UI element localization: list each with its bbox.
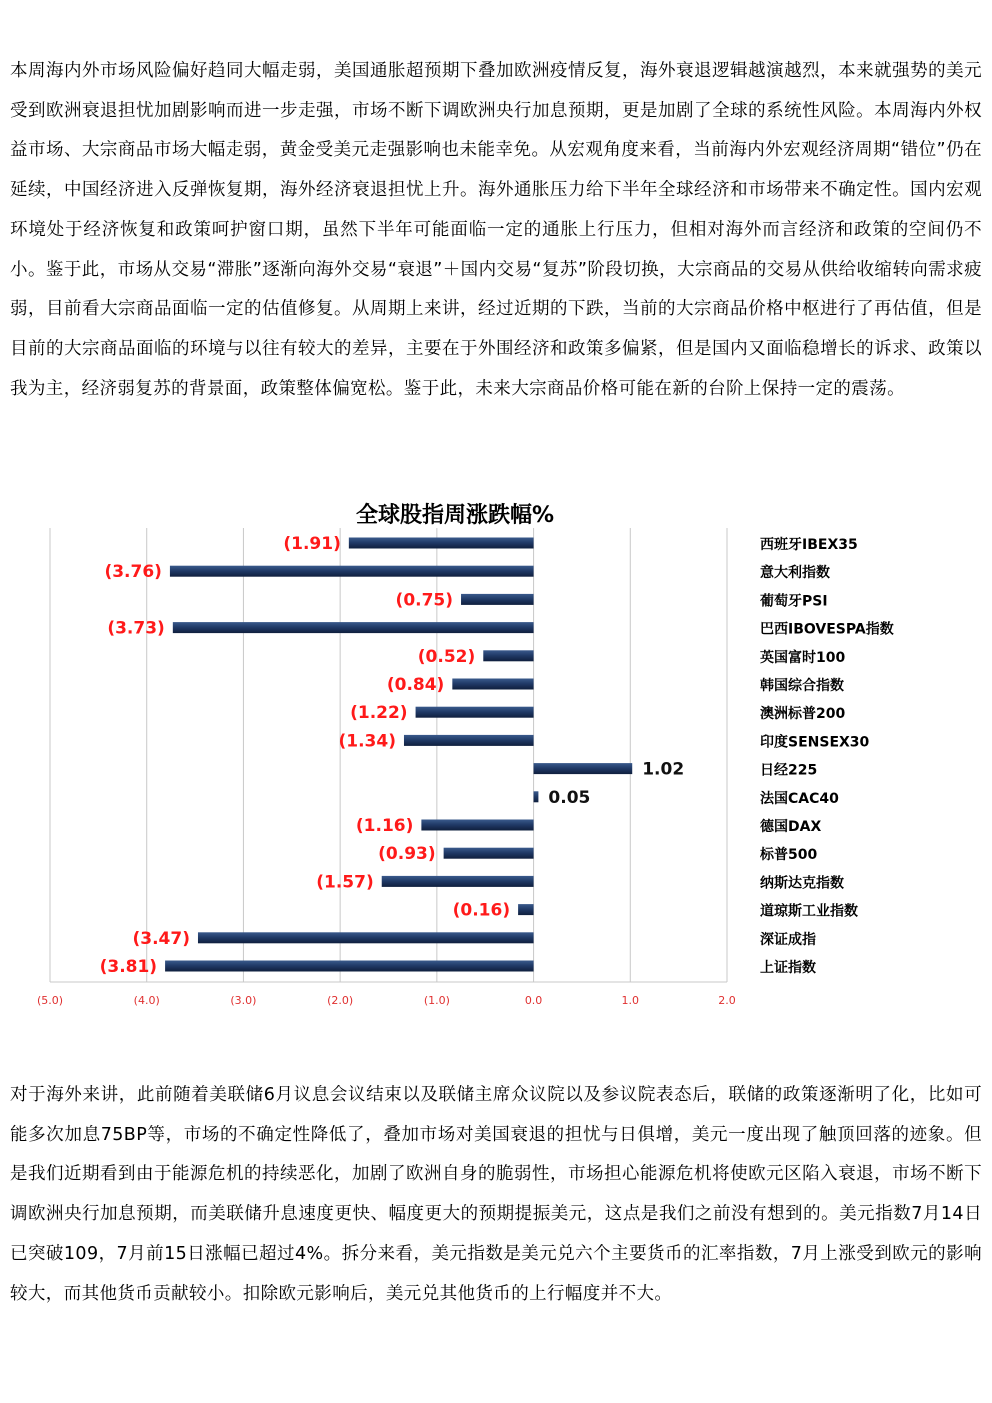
- data-label: (1.22): [350, 703, 408, 724]
- category-label: 德国DAX: [760, 819, 822, 835]
- category-label: 意大利指数: [760, 565, 830, 582]
- x-tick-label: 0.0: [524, 994, 543, 1007]
- chart-title: 全球股指周涨跌幅%: [355, 503, 555, 528]
- bar: [534, 791, 539, 802]
- category-label: 日经225: [760, 762, 818, 779]
- bar: [452, 679, 533, 690]
- category-label: 韩国综合指数: [760, 678, 844, 694]
- bar: [349, 538, 534, 549]
- data-label: (1.16): [355, 816, 414, 836]
- chart-data-labels: [100, 534, 685, 977]
- x-tick-label: 1.0: [621, 994, 640, 1007]
- paragraph-2: 对于海外来讲，此前随着美联储6月议息会议结束以及联储主席众议院以及参议院表态后，联储的政策逐渐明了化，比如可能多次加息75BP等，市场的不确定性降低了，叠加市场对美国衰退的担忧与日俱增，美元一度出现了触顶回落的迹象。但是我们近期看到由于能源危机的持续恶化，加剧了欧洲自身的脆弱性，市场担心能源危机将使欧元区陷入衰退，市场不断下调欧洲央行加息预期，而美联储升息速度更快、幅度更大的预期提振美元，这点是我们之前没有想到的。美元指数7月14日已突破109，7月前15日涨幅已超过4%。拆分来看，美元指数是美元兑六个主要货币的汇率指数，7月上涨受到欧元的影响较大，而其他货币贡献较小。扣除欧元影响后，美元兑其他货币的上行幅度并不大。: [10, 1085, 982, 1304]
- category-label: 印度SENSEX30: [760, 734, 870, 751]
- category-label: 道琼斯工业指数: [760, 903, 858, 920]
- x-tick-label: 2.0: [718, 994, 736, 1007]
- category-label: 澳洲标普200: [760, 706, 846, 723]
- chart-x-ticks: [37, 994, 736, 1007]
- category-label: 标普500: [760, 847, 818, 864]
- bar: [461, 594, 534, 605]
- bar: [534, 763, 633, 774]
- data-label: (0.75): [395, 590, 454, 611]
- x-tick-label: (1.0): [423, 994, 450, 1007]
- data-label: (1.91): [283, 534, 341, 554]
- data-label: (1.34): [338, 731, 396, 752]
- data-label: (0.16): [452, 900, 511, 921]
- data-label: (0.84): [386, 675, 445, 695]
- data-label: (0.93): [378, 844, 436, 865]
- x-tick-label: (5.0): [36, 994, 64, 1007]
- bar: [444, 848, 534, 859]
- data-label: (3.76): [104, 562, 162, 583]
- bar: [382, 876, 534, 887]
- data-label: 0.05: [548, 787, 591, 808]
- bar: [416, 707, 534, 718]
- x-tick-label: (2.0): [327, 994, 354, 1007]
- global-index-bar-chart: [0, 488, 992, 1018]
- category-label: 纳斯达克指数: [760, 875, 844, 892]
- data-label: (0.52): [417, 646, 476, 667]
- bar: [404, 735, 534, 746]
- paragraph-1: 本周海内外市场风险偏好趋同大幅走弱，美国通胀超预期下叠加欧洲疫情反复，海外衰退逻辑越演越烈，本来就强势的美元受到欧洲衰退担忧加剧影响而进一步走强，市场不断下调欧洲央行加息预期，更是加剧了全球的系统性风险。本周海内外权益市场、大宗商品市场大幅走弱，黄金受美元走强影响也未能幸免。从宏观角度来看，当前海内外宏观经济周期“错位”仍在延续，中国经济进入反弹恢复期，海外经济衰退担忧上升。海外通胀压力给下半年全球经济和市场带来不确定性。国内宏观环境处于经济恢复和政策呵护窗口期，虽然下半年可能面临一定的通胀上行压力，但相对海外而言经济和政策的空间仍不小。鉴于此，市场从交易“滞胀”逐渐向海外交易“衰退”＋国内交易“复苏”阶段切换，大宗商品的交易从供给收缩转向需求疲弱，目前看大宗商品面临一定的估值修复。从周期上来讲，经过近期的下跌，当前的大宗商品价格中枢进行了再估值，但是目前的大宗商品面临的环境与以往有较大的差异，主要在于外围经济和政策多偏紧，但是国内又面临稳增长的诉求、政策以我为主，经济弱复苏的背景面，政策整体偏宽松。鉴于此，未来大宗商品价格可能在新的台阶上保持一定的震荡。: [10, 61, 982, 399]
- category-label: 法国CAC40: [760, 790, 839, 807]
- category-label: 深证成指: [760, 931, 816, 948]
- category-label: 上证指数: [760, 960, 816, 976]
- data-label: (1.57): [316, 872, 374, 893]
- data-label: (3.73): [107, 618, 165, 639]
- bar: [170, 566, 534, 577]
- x-tick-label: (4.0): [133, 994, 160, 1007]
- category-label: 葡萄牙PSI: [760, 593, 828, 610]
- chart-category-labels: [759, 537, 894, 976]
- category-label: 英国富时100: [760, 649, 846, 666]
- category-label: 西班牙IBEX35: [760, 537, 858, 553]
- category-label: 巴西IBOVESPA指数: [760, 621, 894, 638]
- bar: [198, 932, 534, 943]
- data-label: 1.02: [642, 759, 685, 780]
- bar: [518, 904, 533, 915]
- data-label: (3.81): [99, 957, 158, 977]
- bar: [421, 820, 533, 831]
- chart-gridlines: [50, 528, 727, 982]
- bar: [483, 650, 533, 661]
- data-label: (3.47): [132, 928, 190, 949]
- bar: [165, 961, 533, 972]
- bar: [173, 622, 534, 633]
- x-tick-label: (3.0): [230, 994, 257, 1007]
